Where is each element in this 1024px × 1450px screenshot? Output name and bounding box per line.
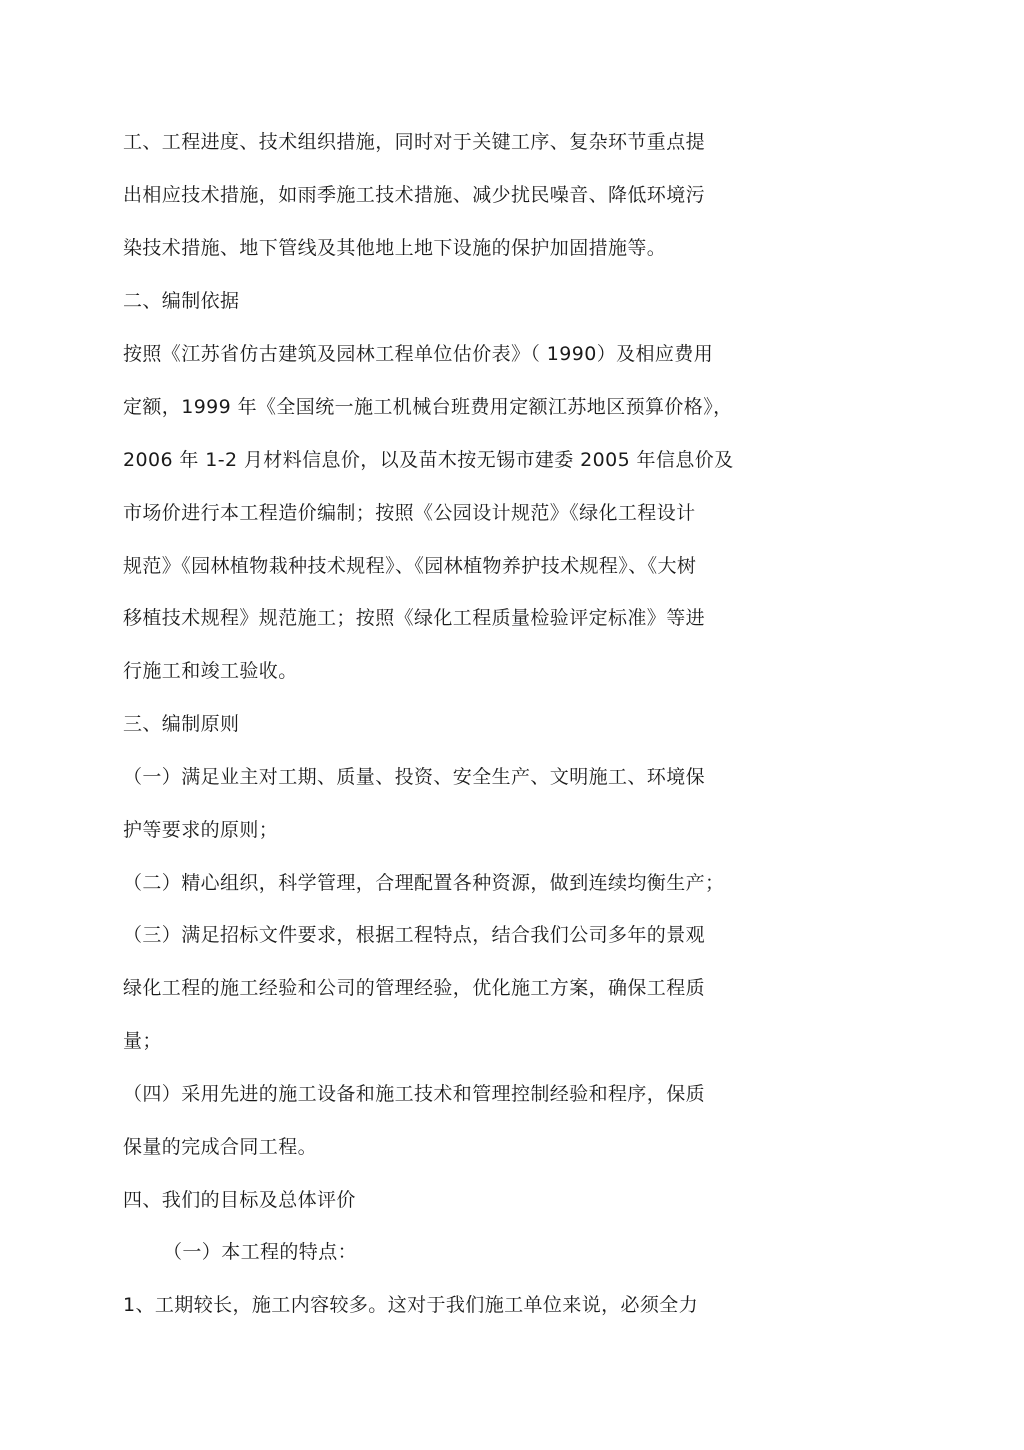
text-line: （四）采用先进的施工设备和施工技术和管理控制经验和程序，保质 xyxy=(123,1083,706,1105)
text-line: （一）满足业主对工期、质量、投资、安全生产、文明施工、环境保 xyxy=(123,766,706,788)
text-line: 定额，1999 年《全国统一施工机械台班费用定额江苏地区预算价格》， xyxy=(123,396,733,418)
text-line: （二）精心组织，科学管理，合理配置各种资源，做到连续均衡生产； xyxy=(123,872,725,894)
section-heading: 二、编制依据 xyxy=(123,290,240,312)
text-line: 出相应技术措施，如雨季施工技术措施、减少扰民噪音、降低环境污 xyxy=(123,184,706,206)
subsection-heading: （一）本工程的特点： xyxy=(163,1241,358,1263)
text-line: （三）满足招标文件要求，根据工程特点，结合我们公司多年的景观 xyxy=(123,924,706,946)
text-line: 染技术措施、地下管线及其他地上地下设施的保护加固措施等。 xyxy=(123,237,667,259)
text-line: 2006 年 1-2 月材料信息价，以及苗木按无锡市建委 2005 年信息价及 xyxy=(123,449,734,471)
text-line: 规范》《园林植物栽种技术规程》、《园林植物养护技术规程》、《大树 xyxy=(123,555,697,577)
text-line: 移植技术规程》规范施工；按照《绿化工程质量检验评定标准》等进 xyxy=(123,607,706,629)
section-heading: 四、我们的目标及总体评价 xyxy=(123,1189,356,1211)
text-line: 绿化工程的施工经验和公司的管理经验，优化施工方案，确保工程质 xyxy=(123,977,706,999)
text-line: 保量的完成合同工程。 xyxy=(123,1136,318,1158)
text-line: 市场价进行本工程造价编制；按照《公园设计规范》《绿化工程设计 xyxy=(123,502,696,524)
text-line: 行施工和竣工验收。 xyxy=(123,660,298,682)
text-line: 护等要求的原则； xyxy=(123,819,279,841)
text-line: 工、工程进度、技术组织措施，同时对于关键工序、复杂环节重点提 xyxy=(123,131,706,153)
text-line: 量； xyxy=(123,1030,162,1052)
text-line: 1、工期较长，施工内容较多。这对于我们施工单位来说，必须全力 xyxy=(123,1294,699,1316)
section-heading: 三、编制原则 xyxy=(123,713,240,735)
text-line: 按照《江苏省仿古建筑及园林工程单位估价表》（ 1990）及相应费用 xyxy=(123,343,714,365)
